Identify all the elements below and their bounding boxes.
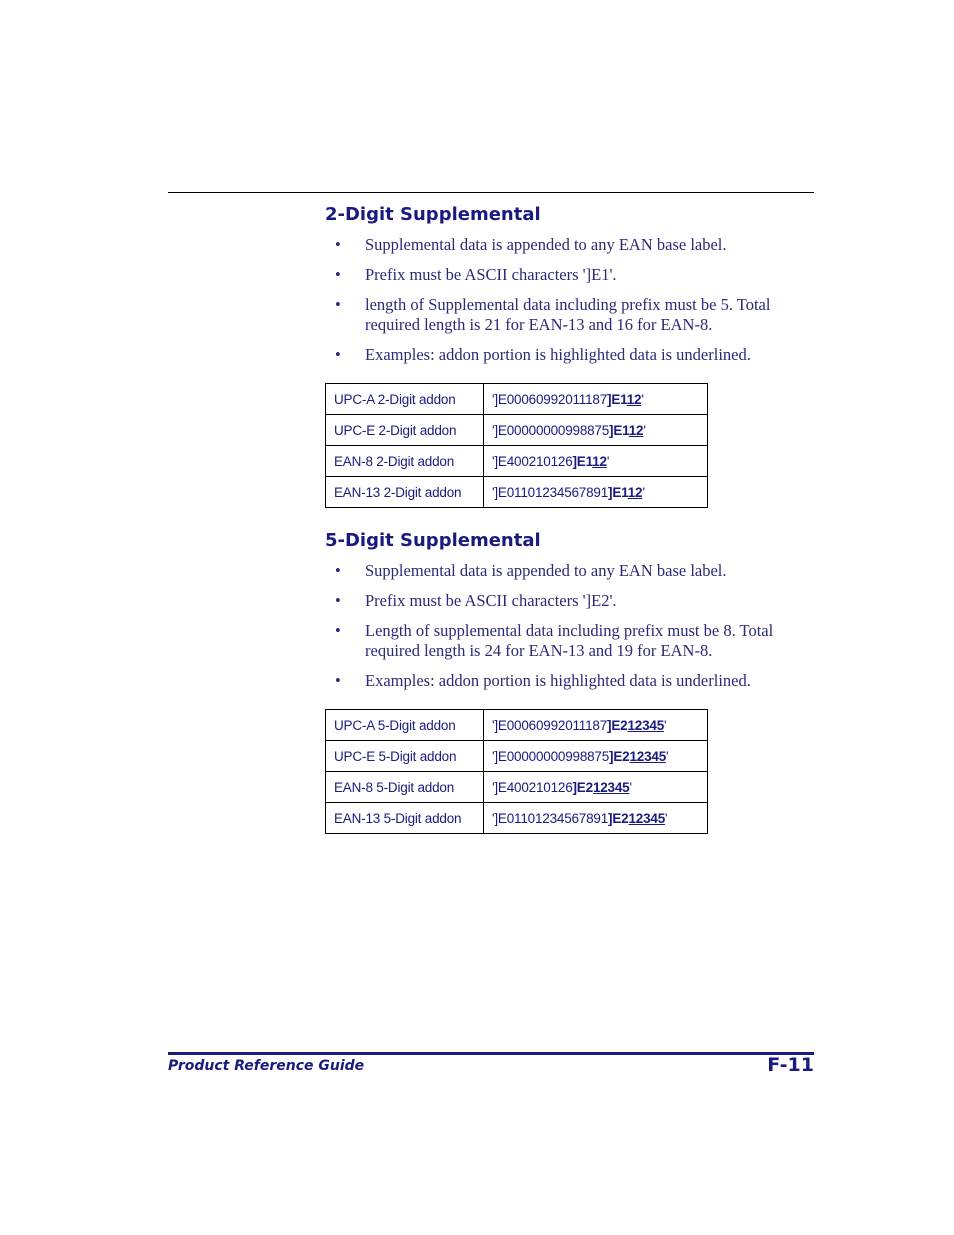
bullet-list bbox=[325, 561, 795, 691]
bullet-icon: • bbox=[335, 265, 341, 284]
bullet-icon: • bbox=[335, 235, 341, 254]
list-item: • Examples: addon portion is highlighted data is underlined. bbox=[335, 671, 751, 690]
table-cell-example: ']E00060992011187]E112' bbox=[484, 384, 708, 415]
section-2-digit-supplemental bbox=[325, 204, 795, 508]
list-item: • length of Supplemental data including prefix must be 5. Total required length is 21 for EAN-13 and 16 for EAN-8. bbox=[335, 295, 771, 334]
table-cell-label: UPC-E 5-Digit addon bbox=[326, 741, 484, 772]
section-heading: 5-Digit Supplemental bbox=[325, 530, 541, 551]
table-cell-label: EAN-8 5-Digit addon bbox=[326, 772, 484, 803]
list-item: • Prefix must be ASCII characters ']E1'. bbox=[335, 265, 617, 284]
table-row bbox=[326, 741, 708, 772]
examples-table bbox=[325, 383, 708, 508]
table-row bbox=[326, 384, 708, 415]
table-cell-example: ']E400210126]E212345' bbox=[484, 772, 708, 803]
list-item: • Examples: addon portion is highlighted data is underlined. bbox=[335, 345, 751, 364]
table-cell-example: ']E400210126]E112' bbox=[484, 446, 708, 477]
table-row bbox=[326, 477, 708, 508]
examples-table bbox=[325, 709, 708, 834]
table-row bbox=[326, 415, 708, 446]
section-heading: 2-Digit Supplemental bbox=[325, 204, 541, 225]
footer-divider bbox=[168, 1052, 814, 1055]
table-cell-example: ']E01101234567891]E112' bbox=[484, 477, 708, 508]
table-row bbox=[326, 803, 708, 834]
bullet-icon: • bbox=[335, 621, 341, 640]
list-item: • Supplemental data is appended to any EAN base label. bbox=[335, 235, 727, 254]
table-row bbox=[326, 446, 708, 477]
bullet-icon: • bbox=[335, 295, 341, 314]
page-number: F-11 bbox=[767, 1054, 814, 1076]
table-cell-example: ']E01101234567891]E212345' bbox=[484, 803, 708, 834]
bullet-icon: • bbox=[335, 345, 341, 364]
bullet-icon: • bbox=[335, 671, 341, 690]
table-cell-example: ']E00060992011187]E212345' bbox=[484, 710, 708, 741]
list-item: • Prefix must be ASCII characters ']E2'. bbox=[335, 591, 617, 610]
bullet-list bbox=[325, 235, 795, 365]
section-5-digit-supplemental bbox=[325, 530, 795, 834]
table-cell-label: EAN-13 2-Digit addon bbox=[326, 477, 484, 508]
table-cell-example: ']E00000000998875]E112' bbox=[484, 415, 708, 446]
list-item: • Supplemental data is appended to any EAN base label. bbox=[335, 561, 727, 580]
top-divider bbox=[168, 192, 814, 193]
footer-title: Product Reference Guide bbox=[168, 1058, 365, 1074]
bullet-icon: • bbox=[335, 591, 341, 610]
table-row bbox=[326, 772, 708, 803]
table-cell-label: UPC-A 5-Digit addon bbox=[326, 710, 484, 741]
table-cell-label: EAN-13 5-Digit addon bbox=[326, 803, 484, 834]
table-cell-example: ']E00000000998875]E212345' bbox=[484, 741, 708, 772]
table-cell-label: EAN-8 2-Digit addon bbox=[326, 446, 484, 477]
bullet-icon: • bbox=[335, 561, 341, 580]
table-cell-label: UPC-A 2-Digit addon bbox=[326, 384, 484, 415]
table-row bbox=[326, 710, 708, 741]
table-cell-label: UPC-E 2-Digit addon bbox=[326, 415, 484, 446]
list-item: • Length of supplemental data including prefix must be 8. Total required length is 24 for EAN-13 and 19 for EAN-8. bbox=[335, 621, 774, 660]
